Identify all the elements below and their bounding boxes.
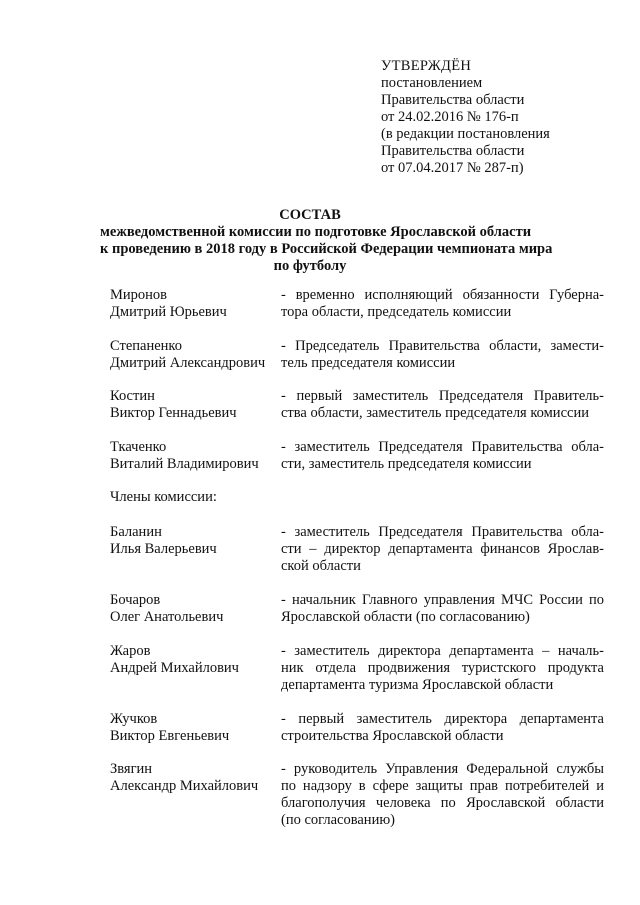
person-name — [110, 388, 280, 422]
approval-line: от 24.02.2016 № 176-п — [381, 109, 519, 125]
person-role — [281, 287, 604, 321]
person-name — [110, 643, 280, 677]
person-name — [110, 287, 280, 321]
person-role — [281, 524, 604, 575]
title-line: межведомственной комиссии по подготовке Ярославской области — [100, 224, 532, 240]
surname: Звягин — [110, 761, 153, 777]
approval-line: постановлением — [381, 75, 483, 91]
given-name: Виктор Евгеньевич — [110, 728, 230, 744]
surname: Жучков — [110, 711, 158, 727]
person-name — [110, 592, 280, 626]
role-line: тора области, председатель комиссии — [281, 304, 512, 320]
surname: Миронов — [110, 287, 168, 303]
role-line: благополучия человека по Ярославской области — [281, 795, 604, 811]
role-line: ник отдела продвижения туристского продукта — [281, 660, 604, 676]
person-role — [281, 761, 604, 829]
role-line: сти – директор департамента финансов Ярослав- — [281, 541, 604, 557]
role-line: - руководитель Управления Федеральной службы — [281, 761, 604, 777]
surname: Баланин — [110, 524, 162, 540]
given-name: Илья Валерьевич — [110, 541, 217, 557]
role-line: тель председателя комиссии — [281, 355, 456, 371]
given-name: Виктор Геннадьевич — [110, 405, 237, 421]
person-role — [281, 643, 604, 694]
given-name: Дмитрий Юрьевич — [110, 304, 227, 320]
approval-line: от 07.04.2017 № 287-п) — [381, 160, 524, 176]
title-heading: СОСТАВ — [279, 207, 341, 223]
person-name — [110, 524, 280, 558]
role-line: - первый заместитель Председателя Правитель- — [281, 388, 604, 404]
given-name: Виталий Владимирович — [110, 456, 259, 472]
person-role — [281, 711, 604, 745]
person-role — [281, 439, 604, 473]
members-heading: Члены комиссии: — [110, 489, 217, 505]
role-line: ской области — [281, 558, 361, 574]
role-line: сти, заместитель председателя комиссии — [281, 456, 532, 472]
surname: Костин — [110, 388, 155, 404]
approval-line: (в редакции постановления — [381, 126, 550, 142]
person-name — [110, 711, 280, 745]
approval-line: Правительства области — [381, 143, 525, 159]
approval-line: Правительства области — [381, 92, 525, 108]
role-line: - начальник Главного управления МЧС России по — [281, 592, 604, 608]
role-line: ства области, заместитель председателя комиссии — [281, 405, 589, 421]
role-line: - заместитель Председателя Правительства обла- — [281, 524, 604, 540]
role-line: строительства Ярославской области — [281, 728, 504, 744]
person-name — [110, 761, 280, 795]
given-name: Олег Анатольевич — [110, 609, 224, 625]
role-line: - временно исполняющий обязанности Губерна- — [281, 287, 604, 303]
person-role — [281, 388, 604, 422]
surname: Ткаченко — [110, 439, 167, 455]
surname: Жаров — [110, 643, 151, 659]
title-line: по футболу — [273, 258, 347, 274]
person-role — [281, 592, 604, 626]
surname: Бочаров — [110, 592, 161, 608]
title-line: к проведению в 2018 году в Российской Федерации чемпионата мира — [100, 241, 553, 257]
role-line: по надзору в сфере защиты прав потребителей и — [281, 778, 604, 794]
surname: Степаненко — [110, 338, 182, 354]
document-title — [100, 207, 553, 275]
role-line: - первый заместитель директора департамента — [281, 711, 604, 727]
person-role — [281, 338, 604, 372]
role-line: - заместитель Председателя Правительства обла- — [281, 439, 604, 455]
role-line: - Председатель Правительства области, замести- — [281, 338, 604, 354]
given-name: Андрей Михайлович — [110, 660, 239, 676]
role-line: - заместитель директора департамента – началь- — [281, 643, 604, 659]
role-line: департамента туризма Ярославской области — [281, 677, 554, 693]
person-name — [110, 439, 280, 473]
role-line: Ярославской области (по согласованию) — [281, 609, 530, 625]
approval-heading: УТВЕРЖДЁН — [381, 58, 472, 74]
role-line: (по согласованию) — [281, 812, 395, 828]
given-name: Дмитрий Александрович — [110, 355, 266, 371]
person-name — [110, 338, 280, 372]
given-name: Александр Михайлович — [110, 778, 259, 794]
approval-block — [381, 58, 621, 177]
